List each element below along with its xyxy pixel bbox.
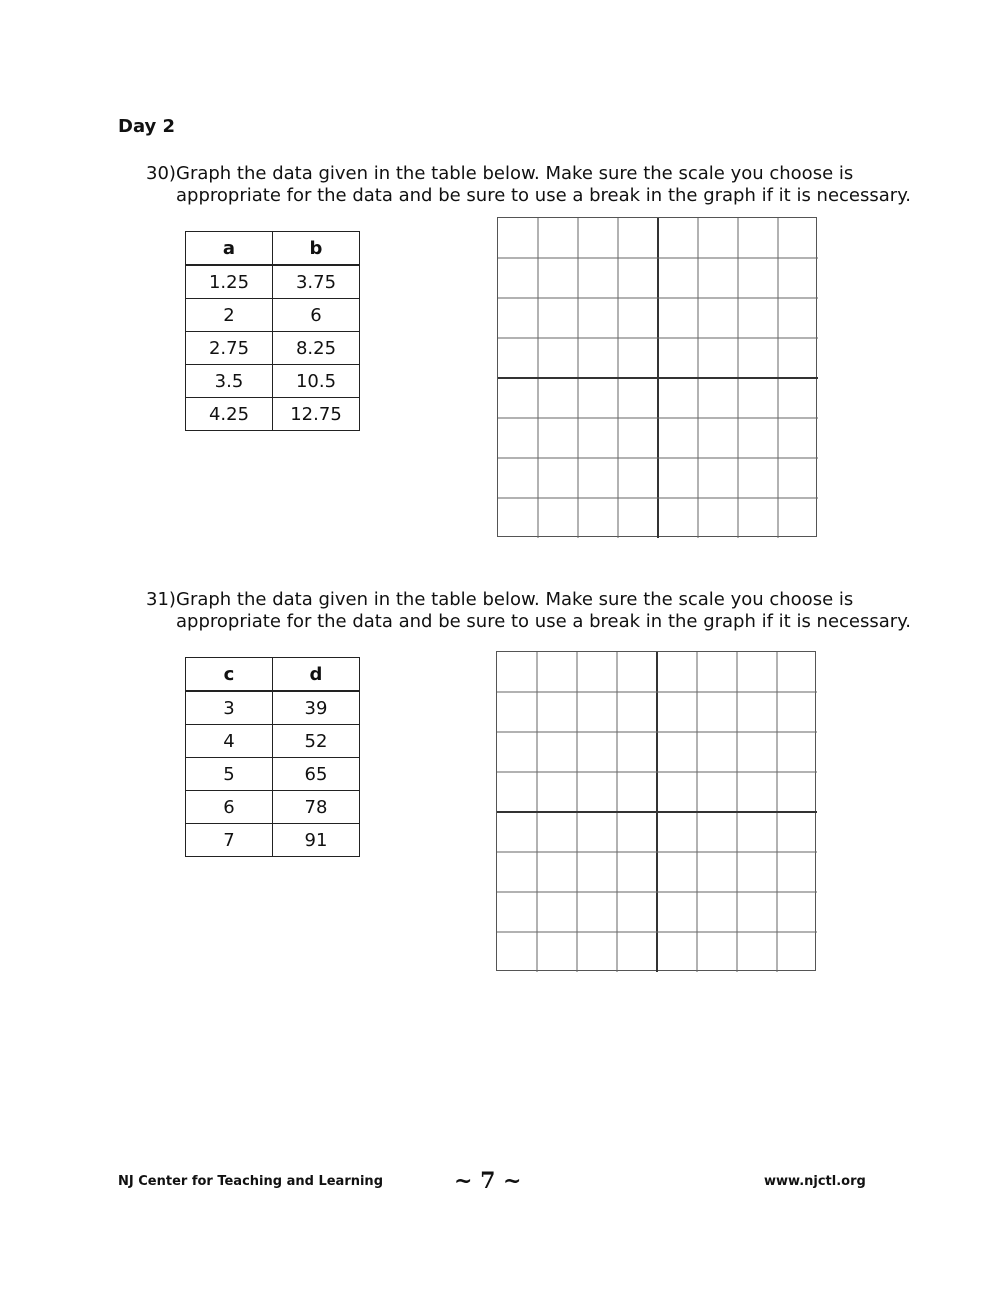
table-row	[186, 791, 360, 824]
footer-organization: NJ Center for Teaching and Learning	[118, 1174, 383, 1189]
problem-instruction-line2: appropriate for the data and be sure to use a break in the graph if it is necessary.	[176, 611, 912, 632]
grid-lines	[498, 218, 818, 538]
table-header-cell: b	[273, 232, 360, 266]
problem-number: 30)	[146, 163, 176, 184]
footer-website: www.njctl.org	[764, 1174, 866, 1189]
problem-instruction-line1: Graph the data given in the table below. Make sure the scale you choose is	[176, 589, 854, 610]
table-cell: 4	[186, 725, 273, 758]
table-cell: 5	[186, 758, 273, 791]
table-cell: 78	[273, 791, 360, 824]
table-cell: 7	[186, 824, 273, 857]
table-row	[186, 824, 360, 857]
table-row	[186, 725, 360, 758]
table-cell: 4.25	[186, 398, 273, 431]
table-row	[186, 691, 360, 725]
table-cell: 2	[186, 299, 273, 332]
table-row	[186, 299, 360, 332]
problem-30-table	[185, 231, 360, 431]
table-cell: 91	[273, 824, 360, 857]
table-header-row	[186, 658, 360, 692]
problem-30-graph-grid[interactable]	[497, 217, 817, 537]
table-cell: 3.75	[273, 265, 360, 299]
problem-31-table	[185, 657, 360, 857]
table-cell: 10.5	[273, 365, 360, 398]
table-header-row	[186, 232, 360, 266]
table-cell: 1.25	[186, 265, 273, 299]
table-cell: 6	[186, 791, 273, 824]
table-row	[186, 332, 360, 365]
table-row	[186, 398, 360, 431]
table-cell: 12.75	[273, 398, 360, 431]
table-row	[186, 365, 360, 398]
grid-lines	[497, 652, 817, 972]
day-heading: Day 2	[118, 116, 176, 137]
table-cell: 39	[273, 691, 360, 725]
footer-page-number: ~ 7 ~	[454, 1168, 522, 1194]
table-cell: 52	[273, 725, 360, 758]
table-cell: 2.75	[186, 332, 273, 365]
table-header-cell: c	[186, 658, 273, 692]
table-row	[186, 758, 360, 791]
table-header-cell: d	[273, 658, 360, 692]
table-cell: 3	[186, 691, 273, 725]
table-cell: 8.25	[273, 332, 360, 365]
table-cell: 6	[273, 299, 360, 332]
table-cell: 3.5	[186, 365, 273, 398]
problem-instruction-line1: Graph the data given in the table below. Make sure the scale you choose is	[176, 163, 854, 184]
table-row	[186, 265, 360, 299]
table-cell: 65	[273, 758, 360, 791]
problem-number: 31)	[146, 589, 176, 610]
problem-31-graph-grid[interactable]	[496, 651, 816, 971]
table-header-cell: a	[186, 232, 273, 266]
problem-instruction-line2: appropriate for the data and be sure to use a break in the graph if it is necessary.	[176, 185, 912, 206]
